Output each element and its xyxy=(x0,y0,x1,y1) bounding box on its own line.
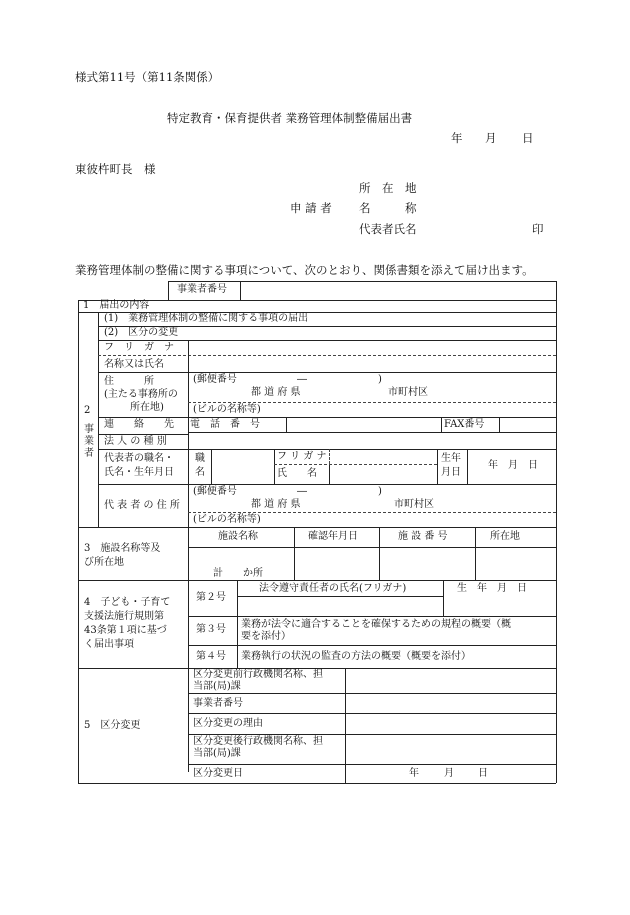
no3-text-1: 業務が法令に適合することを確保するための規程の概要（概 xyxy=(241,619,511,630)
rep-postal-close: ) xyxy=(378,486,382,497)
address-label-2: (主たる事務所の xyxy=(104,389,178,400)
address-label-3: 所在地) xyxy=(130,402,164,413)
facility-number-header: 施 設 番 号 xyxy=(398,531,448,542)
item-no2: 第２号 xyxy=(196,592,226,603)
building-label: (ビルの名称等) xyxy=(193,404,261,415)
position-label-2: 名 xyxy=(195,467,205,478)
rep-postal-label: (郵便番号 xyxy=(193,486,237,497)
s5-row4-label-1: 区分変更後行政機関名称、担 xyxy=(193,736,323,747)
section4-label-2: 支援法施行規則第 xyxy=(84,611,164,622)
birth-ymd: 年 月 日 xyxy=(488,460,538,471)
item-no3: 第３号 xyxy=(196,624,226,635)
rep-postal-dash: ― xyxy=(297,486,307,497)
rep-address-label: 代 表 者 の 住 所 xyxy=(104,500,180,511)
seal-mark: 印 xyxy=(532,222,544,236)
confirm-date-header: 確認年月日 xyxy=(308,531,358,542)
compliance-birth-label: 生 年 月 日 xyxy=(457,583,527,594)
corporation-type-label: 法 人 の 種 別 xyxy=(104,436,167,447)
rep-name-label: 氏 名 xyxy=(277,468,317,479)
addressee: 東彼杵町長 様 xyxy=(75,162,156,176)
name-or-fullname-label: 名称又は氏名 xyxy=(104,359,164,370)
section4-label-3: 43条第１項に基づ xyxy=(84,625,167,636)
postal-code-label: (郵便番号 xyxy=(193,374,237,385)
section3-label-1: 3 施設名称等及 xyxy=(84,543,161,554)
rep-building-label: (ビルの名称等) xyxy=(193,514,261,525)
rep-city-label: 市町村区 xyxy=(394,499,434,510)
s5-day: 日 xyxy=(478,768,488,779)
s5-row1-label-2: 当部(局)課 xyxy=(193,681,241,692)
rep-title-label-2: 氏名・生年月日 xyxy=(104,467,174,478)
birth-label-1: 生年 xyxy=(441,453,461,464)
form-number: 様式第11号（第11条関係） xyxy=(75,70,220,84)
prefecture-label: 都 道 府 県 xyxy=(251,387,301,398)
contact-label: 連 絡 先 xyxy=(104,419,174,430)
no3-text-2: 要を添付） xyxy=(241,631,291,642)
form-title: 特定教育・保育提供者 業務管理体制整備届出書 xyxy=(167,111,413,125)
date-day: 日 xyxy=(522,131,534,145)
section2-number: 2 xyxy=(84,405,91,416)
section1-item2: (2) 区分の変更 xyxy=(104,327,179,338)
section4-label-1: 4 子ども・子育て xyxy=(84,597,171,608)
section1-label: 1 届出の内容 xyxy=(83,300,150,311)
intro-text: 業務管理体制の整備に関する事項について、次のとおり、関係書類を添えて届け出ます。 xyxy=(75,263,534,277)
rep-prefecture-label: 都 道 府 県 xyxy=(251,499,301,510)
section2-side-3: 者 xyxy=(84,448,94,459)
s5-row3-label: 区分変更の理由 xyxy=(193,718,263,729)
representative-label: 代表者氏名 xyxy=(359,222,417,236)
birth-label-2: 月日 xyxy=(441,467,461,478)
rep-title-label-1: 代表者の職名・ xyxy=(104,453,174,464)
facility-name-header: 施設名称 xyxy=(218,531,258,542)
section5-label: 5 区分変更 xyxy=(84,720,141,731)
location-header: 所在地 xyxy=(490,531,520,542)
section2-side-2: 業 xyxy=(84,436,94,447)
rep-furigana-label: フ リ ガ ナ xyxy=(277,451,327,462)
no4-text: 業務執行の状況の監査の方法の概要（概要を添付） xyxy=(241,651,471,662)
applicant-label: 申 請 者 xyxy=(290,201,332,215)
s5-year: 年 xyxy=(409,768,419,779)
address-label: 所 在 地 xyxy=(359,181,417,195)
position-label-1: 職 xyxy=(195,453,205,464)
item-no4: 第４号 xyxy=(196,651,226,662)
postal-dash: ― xyxy=(297,374,307,385)
city-label: 市町村区 xyxy=(388,387,428,398)
postal-close: ) xyxy=(378,374,382,385)
date-year: 年 xyxy=(451,131,463,145)
section1-item1: (1) 業務管理体制の整備に関する事項の届出 xyxy=(104,313,309,324)
name-label: 名 称 xyxy=(359,201,417,215)
furigana-label: フ リ ガ ナ xyxy=(104,342,174,353)
s5-row5-label: 区分変更日 xyxy=(193,768,243,779)
address-label-1: 住 所 xyxy=(104,376,154,387)
business-number-label: 事業者番号 xyxy=(177,284,227,295)
s5-row1-label-1: 区分変更前行政機関名称、担 xyxy=(193,669,323,680)
facility-total: 計 か所 xyxy=(213,568,263,579)
phone-label: 電 話 番 号 xyxy=(190,419,260,430)
s5-month: 月 xyxy=(444,768,454,779)
section3-label-2: び所在地 xyxy=(84,557,124,568)
section2-side-1: 事 xyxy=(84,424,94,435)
compliance-officer-label: 法令遵守責任者の氏名(フリガナ) xyxy=(259,583,407,594)
s5-row4-label-2: 当部(局)課 xyxy=(193,748,241,759)
fax-label: FAX番号 xyxy=(444,419,485,430)
section4-label-4: く届出事項 xyxy=(84,639,134,650)
date-month: 月 xyxy=(485,131,497,145)
s5-row2-label: 事業者番号 xyxy=(193,698,243,709)
